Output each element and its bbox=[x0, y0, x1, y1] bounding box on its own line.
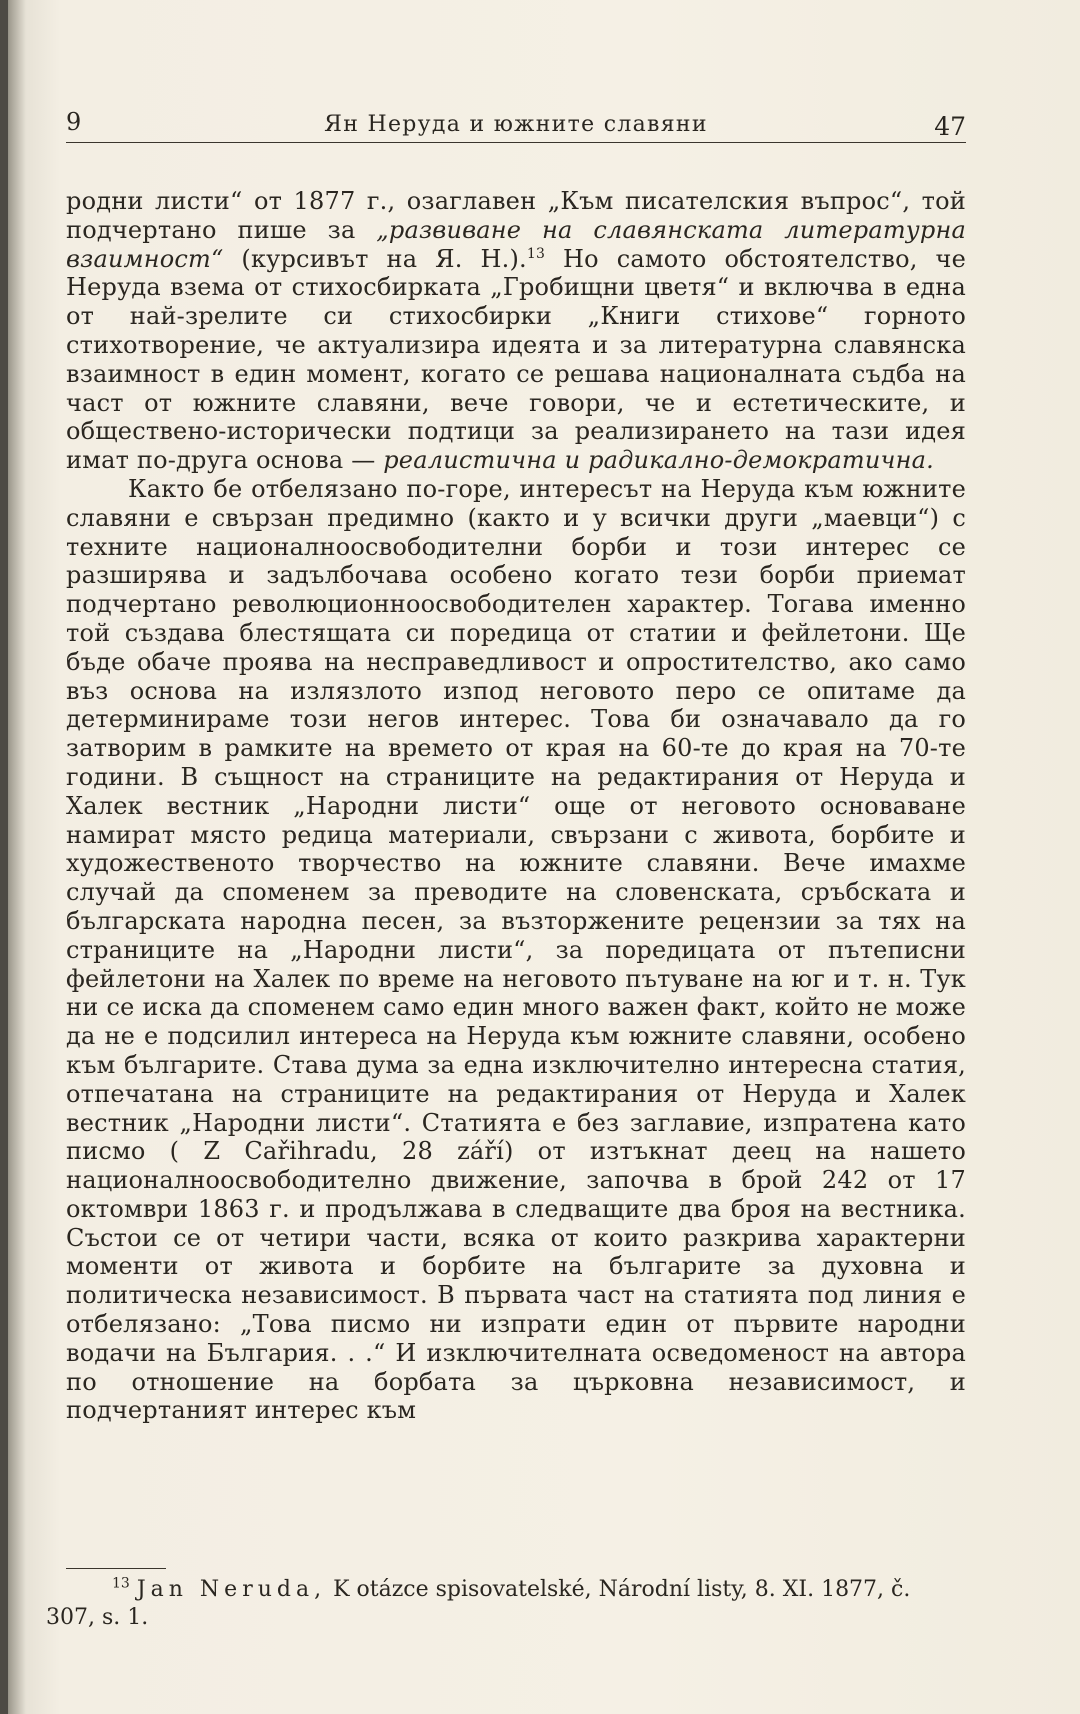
footnote-rule bbox=[66, 1568, 166, 1569]
binding-edge bbox=[0, 0, 8, 1714]
paragraph-1-text-a: родни листи“ от 1877 г., озаглавен „Към писателския въпрос“, той подчертано пише за bbox=[66, 187, 966, 244]
footnote-reference: 13 bbox=[526, 245, 546, 262]
footnote-text: K otázce spisovatelské, Národní listy, 8. XI. 1877, č. 307, s. 1. bbox=[46, 1577, 911, 1630]
page-number: 47 bbox=[934, 112, 966, 141]
running-title: Ян Неруда и южните славяни bbox=[324, 112, 708, 137]
running-header bbox=[66, 108, 966, 142]
footnote-number: 13 bbox=[112, 1575, 130, 1592]
page-marker: 9 bbox=[66, 108, 82, 136]
main-text bbox=[66, 187, 966, 1425]
paragraph-1 bbox=[66, 187, 966, 475]
footnote-author: Jan Neruda, bbox=[136, 1577, 327, 1602]
paragraph-1-italic-a: „развиване на славянската литературна взаимност“ bbox=[66, 215, 966, 273]
paragraph-2: Както бе отбелязано по-горе, интересът на Неруда към южните славяни е свързан предимно (както и у всички други „маевци“) с техните националноосвободителни борби и този интерес се разширява и задълбочава особено когато тези борби приемат подчертано революционноосвободителен характер. Тогава именно той създава блестящата си поредица от статии и фейлетони. Ще бъде обаче проява на несправедливост и опростителство, ако само въз основа на излязлото изпод неговото перо се опитаме да детерминираме този негов интерес. Това би означавало да го затворим в рамките на времето от края на 60-те до края на 70-те години. В същност на страниците на редактирания от Неруда и Халек вестник „Народни листи“ още от неговото основаване намират място редица материали, свързани с живота, борбите и художественото творчество на южните славяни. Вече имахме случай да споменем за преводите на словенската, сръбската и българската народна песен, за възторжените рецензии за тях на страниците на „Народни листи“, за поредицата от пътеписни фейлетони на Халек по време на неговото пътуване на юг и т. н. Тук ни се иска да споменем само един много важен факт, който не може да не е подсилил интереса на Неруда към южните славяни, особено към българите. Става дума за една изключително интересна статия, отпечатана на страниците на редактирания от Неруда и Халек вестник „Народни листи“. Статията е без заглавие, изпратена като писмо ( Z Cařihradu, 28 září) от изтъкнат деец на нашето националноосвободително движение, започва в брой 242 от 17 октомври 1863 г. и продължава в следващите два броя на вестника. Състои се от четири части, всяка от които разкрива характерни моменти от живота и борбите на българите за духовна и политическа независимост. В първата част на статията под линия е отбелязано: „Това писмо ни изпрати един от първите народни водачи на България. . .“ И изключителната осведоменост на автора по отношение на борбата за църковна независимост, и подчертаният интерес към bbox=[66, 474, 966, 1425]
paragraph-1-italic-b: реалистична и радикално-демократична. bbox=[383, 446, 934, 475]
footnote bbox=[46, 1576, 962, 1632]
header-rule bbox=[66, 142, 966, 143]
paragraph-1-text-c: Но самото обстоятелство, че Неруда взема от стихосбирката „Гробищни цветя“ и включва в една от най-зрелите си стихосбирки „Книги стихове“ горното стихотворение, че актуализира идеята и за литературна славянска взаимност в един момент, когато се решава националната съдба на част от южните славяни, вече говори, че и естетическите, и обществено-исторически подтици за реализирането на тази идея имат по-друга основа — bbox=[66, 244, 966, 475]
paragraph-1-text-b: (курсивът на Я. Н.). bbox=[223, 244, 527, 273]
